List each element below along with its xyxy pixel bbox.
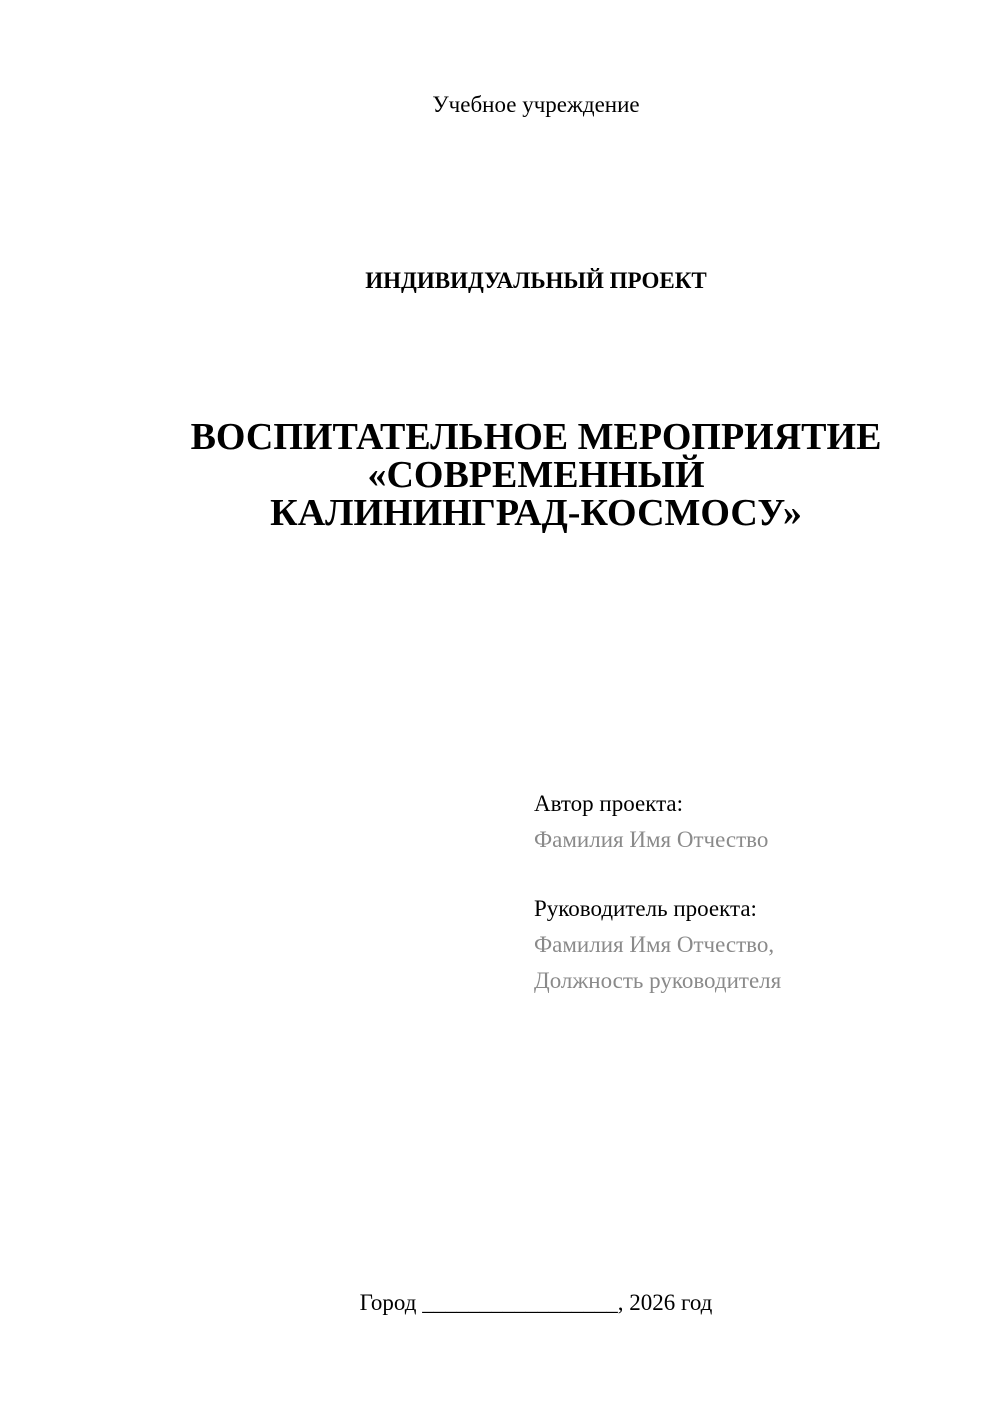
supervisor-position: Должность руководителя bbox=[534, 968, 782, 993]
author-label: Автор проекта: bbox=[534, 791, 683, 816]
project-title-line: «СОВРЕМЕННЫЙ bbox=[367, 454, 705, 496]
author-name: Фамилия Имя Отчество bbox=[534, 827, 769, 852]
project-type-heading: ИНДИВИДУАЛЬНЫЙ ПРОЕКТ bbox=[365, 268, 707, 293]
supervisor-name: Фамилия Имя Отчество, bbox=[534, 932, 775, 957]
supervisor-block bbox=[534, 891, 974, 999]
institution-name: Учебное учреждение bbox=[432, 92, 640, 117]
project-title bbox=[0, 418, 1000, 532]
city-year-line: Город _________________, 2026 год bbox=[359, 1290, 713, 1315]
supervisor-label: Руководитель проекта: bbox=[534, 896, 757, 921]
project-title-line: ВОСПИТАТЕЛЬНОЕ МЕРОПРИЯТИЕ bbox=[190, 416, 882, 458]
author-block bbox=[534, 786, 974, 858]
project-title-line: КАЛИНИНГРАД-КОСМОСУ» bbox=[270, 492, 802, 534]
